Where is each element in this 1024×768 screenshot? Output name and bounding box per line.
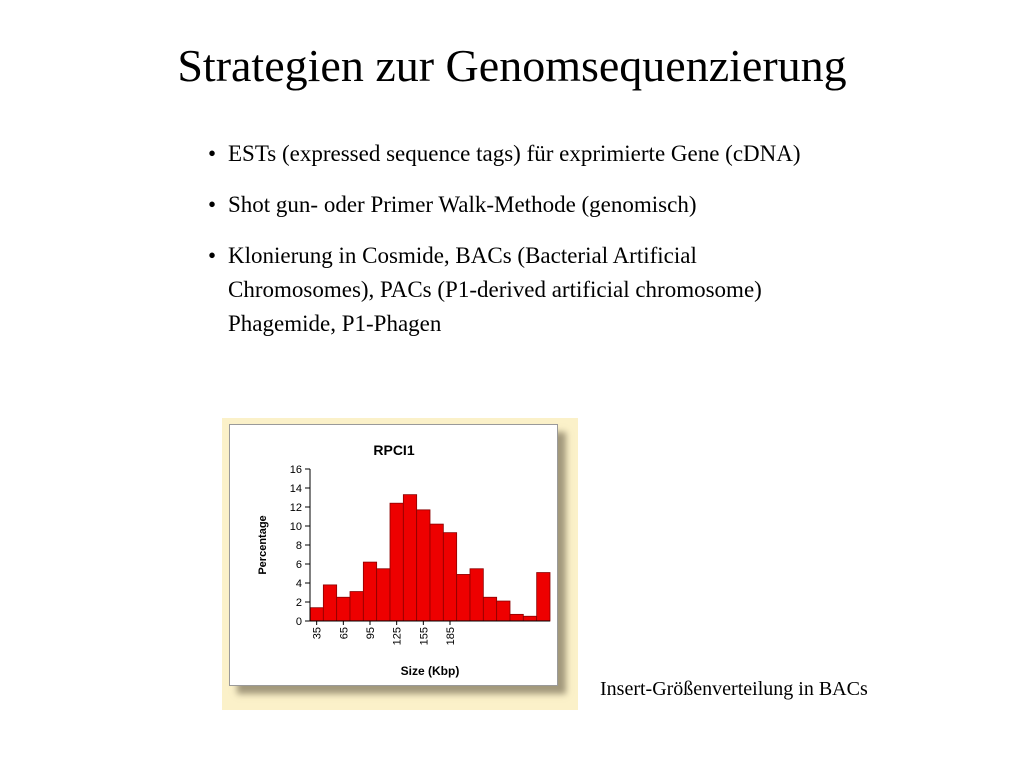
- bullet-text: ESTs (expressed sequence tags) für exprimierte Gene (cDNA): [228, 141, 801, 166]
- bullet-list: [208, 137, 848, 358]
- x-axis-label: Size (Kbp): [400, 664, 460, 678]
- y-axis-label: Percentage: [257, 515, 269, 575]
- histogram-bar: [323, 585, 336, 621]
- x-tick-label: 95: [365, 627, 377, 640]
- chart-title: RPCI1: [373, 442, 415, 458]
- slide-title: Strategien zur Genomsequenzierung: [177, 40, 847, 91]
- y-tick-label: 6: [295, 559, 302, 571]
- x-tick-label: 155: [418, 627, 431, 646]
- histogram-bar: [510, 614, 523, 621]
- histogram-bar: [403, 495, 416, 621]
- chart-figure-frame: [222, 418, 578, 710]
- histogram-bar: [350, 592, 363, 621]
- bullet-marker: •: [208, 141, 217, 166]
- y-tick-label: 8: [295, 540, 302, 552]
- y-tick-label: 2: [295, 597, 302, 609]
- size-histogram: [230, 425, 557, 685]
- histogram-bar: [457, 574, 470, 621]
- histogram-bar: [497, 601, 510, 621]
- histogram-bar: [390, 503, 403, 621]
- histogram-bar: [363, 562, 376, 621]
- histogram-bar: [337, 597, 350, 621]
- y-tick-label: 16: [289, 464, 302, 476]
- y-tick-label: 4: [295, 578, 302, 590]
- bullet-marker: •: [208, 243, 217, 268]
- chart-panel: [229, 424, 558, 686]
- y-tick-label: 14: [289, 483, 302, 495]
- y-tick-label: 0: [295, 616, 302, 628]
- y-tick-label: 12: [289, 502, 302, 514]
- x-tick-label: 185: [445, 627, 457, 646]
- bullet-text: Klonierung in Cosmide, BACs (Bacterial Artificial Chromosomes), PACs (P1-derived artificial chromosome) Phagemide, P1-Phagen: [228, 243, 762, 336]
- x-tick-label: 125: [391, 627, 404, 646]
- histogram-bar: [470, 569, 483, 621]
- figure-caption: Insert-Größenverteilung in BACs: [600, 678, 868, 700]
- y-tick-label: 10: [289, 521, 302, 533]
- bullet-text: Shot gun- oder Primer Walk-Methode (genomisch): [228, 192, 697, 217]
- histogram-bar: [537, 573, 550, 621]
- x-tick-label: 65: [338, 627, 351, 640]
- histogram-bar: [377, 569, 390, 621]
- histogram-bar: [483, 597, 496, 621]
- histogram-bar: [523, 616, 536, 621]
- bullet-item: [208, 137, 848, 171]
- histogram-bar: [310, 608, 323, 621]
- bullet-item: [208, 239, 848, 341]
- x-tick-label: 35: [311, 627, 324, 640]
- histogram-bar: [443, 533, 456, 621]
- histogram-bar: [417, 510, 430, 621]
- bullet-item: [208, 188, 848, 222]
- bullet-marker: •: [208, 192, 217, 217]
- histogram-bar: [430, 524, 443, 621]
